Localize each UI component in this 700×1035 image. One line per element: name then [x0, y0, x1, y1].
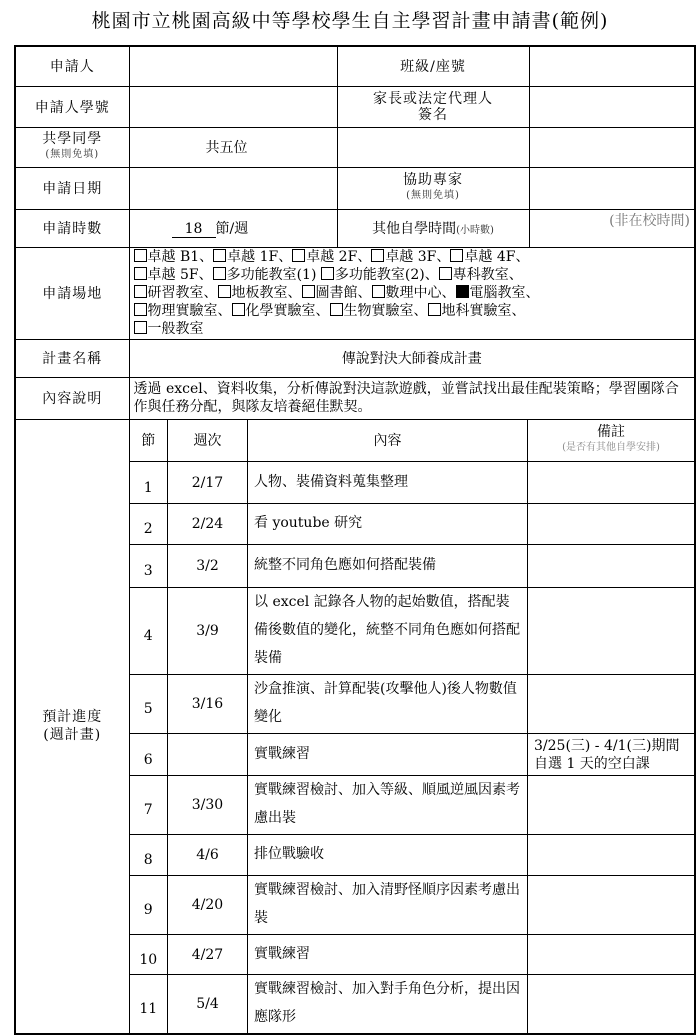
guardian-label-line2: 簽名	[418, 106, 448, 123]
schedule-row	[130, 545, 695, 588]
venue-separator: 、	[203, 285, 218, 301]
venue-checkbox[interactable]	[134, 303, 147, 316]
venue-option[interactable]	[428, 303, 512, 319]
other-time-field[interactable]	[529, 209, 695, 247]
venue-option-label: 研習教室	[147, 285, 204, 301]
venue-option[interactable]	[450, 249, 515, 265]
schedule-no: 7	[130, 776, 168, 835]
venue-option[interactable]	[134, 303, 218, 319]
venue-option-label: 多功能教室(1)	[226, 267, 317, 283]
schedule-header-week: 週次	[168, 420, 248, 462]
document-title: 桃園市立桃園高級中等學校學生自主學習計畫申請書(範例)	[91, 10, 609, 32]
schedule-week[interactable]: 3/2	[168, 545, 248, 588]
co-learners-note: (無則免填)	[45, 149, 100, 160]
venue-checkbox[interactable]	[213, 267, 226, 280]
venue-option-label: 數理中心	[385, 285, 442, 301]
venue-separator: 、	[357, 285, 372, 301]
remark-header-note: (是否有其他自學安排)	[562, 442, 660, 454]
schedule-remark[interactable]	[528, 935, 695, 975]
schedule-week[interactable]: 4/20	[168, 876, 248, 935]
venue-checkbox[interactable]	[232, 303, 245, 316]
plan-name-label: 計畫名稱	[15, 339, 129, 377]
venue-checkbox[interactable]	[450, 249, 463, 262]
guardian-signature-label	[337, 86, 529, 127]
schedule-week[interactable]: 3/16	[168, 675, 248, 734]
schedule-content[interactable]: 人物、裝備資料蒐集整理	[248, 462, 528, 504]
schedule-no: 6	[130, 734, 168, 776]
schedule-content[interactable]: 沙盒推演、計算配裝(攻擊他人)後人物數值變化	[248, 675, 528, 734]
venue-option-label: 圖書館	[315, 285, 358, 301]
venue-separator: 、	[198, 267, 213, 283]
schedule-no: 10	[130, 935, 168, 975]
schedule-row	[130, 588, 695, 675]
venue-option[interactable]	[232, 303, 316, 319]
blank-cell-2	[529, 127, 695, 167]
other-time-label	[337, 209, 529, 247]
venue-separator: 、	[424, 267, 439, 283]
venue-separator: 、	[525, 285, 540, 301]
venue-separator: 、	[217, 303, 232, 319]
venue-options	[129, 247, 695, 339]
venue-separator: 、	[315, 303, 330, 319]
schedule-no: 8	[130, 835, 168, 876]
venue-checkbox[interactable]	[456, 285, 469, 298]
hours-number[interactable]: 18	[172, 221, 216, 238]
venue-option[interactable]	[456, 285, 526, 301]
venue-option[interactable]	[439, 267, 509, 283]
schedule-remark[interactable]	[528, 675, 695, 734]
schedule-row	[130, 935, 695, 975]
venue-checkbox[interactable]	[372, 285, 385, 298]
venue-option[interactable]	[302, 285, 358, 301]
apply-hours-field[interactable]	[129, 209, 337, 247]
schedule-no: 11	[130, 975, 168, 1034]
schedule-week[interactable]: 3/9	[168, 588, 248, 675]
schedule-row	[130, 675, 695, 734]
venue-option-label: 化學實驗室	[245, 303, 316, 319]
venue-checkbox[interactable]	[292, 249, 305, 262]
venue-separator: 、	[515, 249, 530, 265]
schedule-remark[interactable]	[528, 776, 695, 835]
venue-separator: 、	[278, 249, 293, 265]
schedule-row	[130, 876, 695, 935]
schedule-table	[130, 420, 695, 1034]
venue-option-label: 卓越 2F	[306, 249, 358, 265]
venue-checkbox[interactable]	[321, 267, 334, 280]
venue-option-label: 物理實驗室	[147, 303, 218, 319]
schedule-content[interactable]: 實戰練習檢討、加入清野怪順序因素考慮出裝	[248, 876, 528, 935]
venue-separator: 、	[413, 303, 428, 319]
student-id-field[interactable]	[129, 86, 337, 127]
off-campus-note: (非在校時間)	[609, 212, 690, 229]
schedule-remark[interactable]	[528, 876, 695, 935]
schedule-week[interactable]: 4/6	[168, 835, 248, 876]
venue-option-label: 一般教室	[147, 321, 204, 337]
venue-checkbox[interactable]	[134, 249, 147, 262]
venue-option[interactable]	[218, 285, 288, 301]
hours-unit: 節/週	[215, 221, 249, 237]
student-id-label: 申請人學號	[15, 86, 129, 127]
schedule-row	[130, 734, 695, 776]
remark-header-text: 備註	[597, 424, 625, 441]
application-form	[14, 45, 696, 1035]
venue-option-label: 電腦教室	[469, 285, 526, 301]
venue-option-label: 地科實驗室	[441, 303, 512, 319]
other-time-text: 其他自學時間	[372, 221, 457, 237]
schedule-week[interactable]: 2/24	[168, 504, 248, 545]
venue-option[interactable]	[134, 321, 204, 337]
venue-option-label: 地板教室	[231, 285, 288, 301]
schedule-week[interactable]: 4/27	[168, 935, 248, 975]
venue-option[interactable]	[372, 285, 442, 301]
schedule-content[interactable]: 實戰練習	[248, 734, 528, 776]
schedule-row	[130, 835, 695, 876]
schedule-container	[129, 419, 695, 1034]
venue-option[interactable]	[134, 285, 204, 301]
class-seat-field[interactable]	[529, 46, 695, 86]
apply-date-field[interactable]	[129, 167, 337, 209]
venue-separator: 、	[357, 249, 372, 265]
schedule-remark[interactable]	[528, 588, 695, 675]
venue-option-label: 卓越 3F	[385, 249, 437, 265]
applicant-field[interactable]	[129, 46, 337, 86]
schedule-content[interactable]: 統整不同角色應如何搭配裝備	[248, 545, 528, 588]
schedule-content[interactable]: 以 excel 記錄各人物的起始數值，搭配裝備後數值的變化，統整不同角色應如何搭配裝備	[248, 588, 528, 675]
venue-separator: 、	[436, 249, 451, 265]
venue-option[interactable]	[321, 267, 425, 283]
venue-option-label: 多功能教室(2)	[334, 267, 425, 283]
venue-separator: 、	[508, 267, 523, 283]
schedule-remark[interactable]	[528, 835, 695, 876]
co-learners-field[interactable]: 共五位	[129, 127, 337, 167]
venue-option[interactable]	[330, 303, 414, 319]
schedule-remark[interactable]	[528, 504, 695, 545]
venue-checkbox[interactable]	[213, 249, 226, 262]
schedule-week[interactable]: 5/4	[168, 975, 248, 1034]
schedule-remark[interactable]	[528, 545, 695, 588]
plan-name-field[interactable]: 傳說對決大師養成計畫	[129, 339, 695, 377]
schedule-week[interactable]: 2/17	[168, 462, 248, 504]
venue-checkbox[interactable]	[428, 303, 441, 316]
venue-option[interactable]	[134, 267, 199, 283]
schedule-content[interactable]: 實戰練習	[248, 935, 528, 975]
venue-option[interactable]	[134, 249, 200, 265]
schedule-row	[130, 975, 695, 1034]
schedule-no: 9	[130, 876, 168, 935]
progress-label-line2: (週計畫)	[43, 727, 102, 744]
apply-hours-label: 申請時數	[15, 209, 129, 247]
venue-option-label: 卓越 5F	[147, 267, 199, 283]
co-learners-label	[15, 127, 129, 167]
schedule-week[interactable]	[168, 734, 248, 776]
schedule-row	[130, 504, 695, 545]
schedule-content[interactable]: 排位戰驗收	[248, 835, 528, 876]
venue-option-label: 專科教室	[452, 267, 509, 283]
venue-option-label: 卓越 4F	[464, 249, 516, 265]
schedule-content[interactable]: 實戰練習檢討、加入對手角色分析，提出因應隊形	[248, 975, 528, 1034]
other-time-unit: (小時數)	[456, 225, 494, 236]
progress-label	[15, 419, 129, 1034]
schedule-no: 2	[130, 504, 168, 545]
venue-option[interactable]	[371, 249, 436, 265]
venue-separator: 、	[287, 285, 302, 301]
expert-note: (無則免填)	[406, 190, 460, 201]
schedule-remark[interactable]: 3/25(三) - 4/1(三)期間自選 1 天的空白課	[528, 734, 695, 776]
apply-date-label: 申請日期	[15, 167, 129, 209]
schedule-header-no: 節	[130, 420, 168, 462]
progress-label-line1: 預計進度	[42, 709, 103, 726]
venue-checkbox[interactable]	[134, 267, 147, 280]
venue-option-label: 卓越 B1	[147, 249, 200, 265]
guardian-signature-field[interactable]	[529, 86, 695, 127]
schedule-content[interactable]: 看 youtube 研究	[248, 504, 528, 545]
schedule-no: 5	[130, 675, 168, 734]
venue-separator: 、	[511, 303, 526, 319]
schedule-content[interactable]: 實戰練習檢討、加入等級、順風逆風因素考慮出裝	[248, 776, 528, 835]
venue-separator: 、	[199, 249, 214, 265]
venue-checkbox[interactable]	[218, 285, 231, 298]
applicant-label: 申請人	[15, 46, 129, 86]
venue-option-label: 卓越 1F	[227, 249, 279, 265]
schedule-row	[130, 776, 695, 835]
schedule-remark[interactable]	[528, 462, 695, 504]
blank-cell-1	[337, 127, 529, 167]
expert-label-text: 協助專家	[403, 172, 463, 188]
venue-option[interactable]	[213, 267, 317, 283]
schedule-row	[130, 462, 695, 504]
schedule-header-remark	[528, 420, 695, 462]
schedule-header-content: 內容	[248, 420, 528, 462]
content-desc-label: 內容說明	[15, 377, 129, 419]
venue-checkbox[interactable]	[302, 285, 315, 298]
guardian-label-line1: 家長或法定代理人	[373, 90, 493, 107]
venue-checkbox[interactable]	[134, 321, 147, 334]
schedule-remark[interactable]	[528, 975, 695, 1034]
expert-label	[337, 167, 529, 209]
co-learners-label-text: 共學同學	[42, 131, 103, 147]
venue-option-label: 生物實驗室	[343, 303, 414, 319]
venue-checkbox[interactable]	[371, 249, 384, 262]
venue-checkbox[interactable]	[439, 267, 452, 280]
venue-option[interactable]	[213, 249, 278, 265]
venue-checkbox[interactable]	[330, 303, 343, 316]
venue-label: 申請場地	[15, 247, 129, 339]
schedule-no: 4	[130, 588, 168, 675]
schedule-no: 3	[130, 545, 168, 588]
venue-separator: 、	[441, 285, 456, 301]
schedule-no: 1	[130, 462, 168, 504]
venue-checkbox[interactable]	[134, 285, 147, 298]
class-seat-label: 班級/座號	[337, 46, 529, 86]
venue-option[interactable]	[292, 249, 357, 265]
schedule-week[interactable]: 3/30	[168, 776, 248, 835]
content-desc-field[interactable]: 透過 excel、資料收集，分析傳說對決這款遊戲，並嘗試找出最佳配裝策略；學習團隊合作與任務分配，與隊友培養絕佳默契。	[129, 377, 695, 419]
expert-field[interactable]	[529, 167, 695, 209]
